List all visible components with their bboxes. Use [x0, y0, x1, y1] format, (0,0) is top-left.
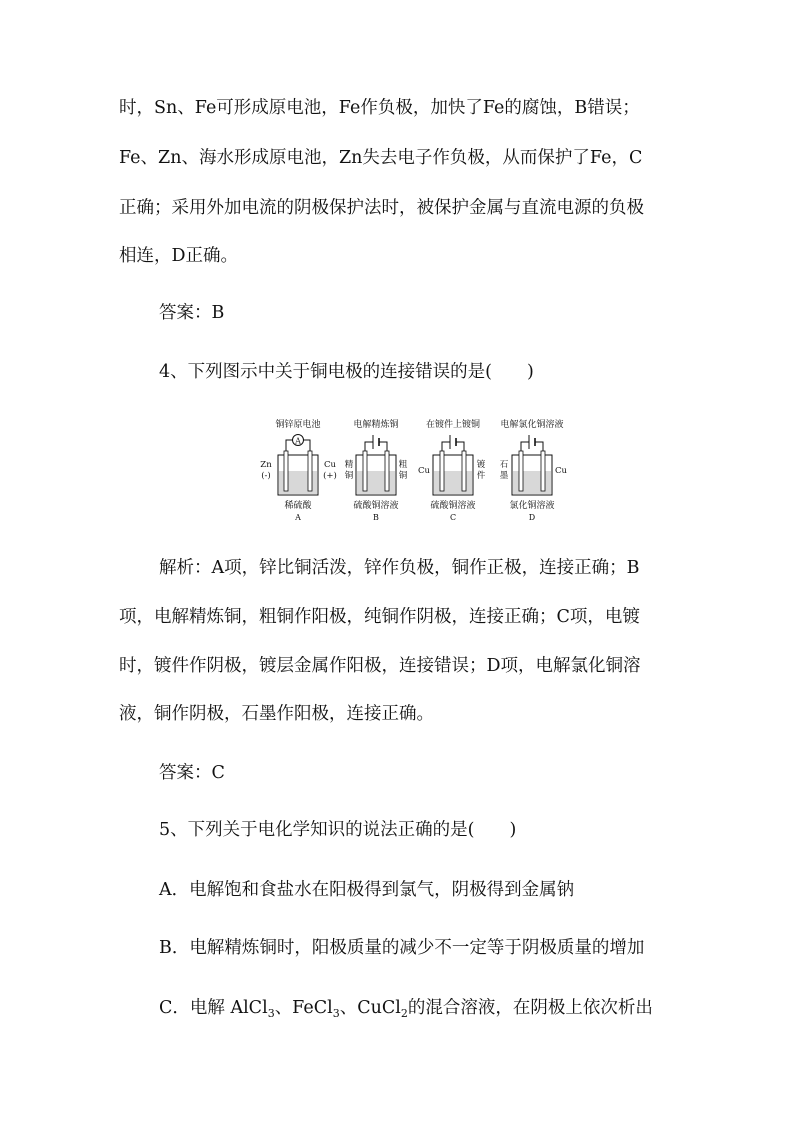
text-line: 项，电解精炼铜，粗铜作阳极，纯铜作阴极，连接正确；C项，电镀: [119, 607, 640, 627]
panel-c: [418, 418, 486, 522]
panel-letter: C: [449, 513, 457, 522]
ammeter-label: A: [295, 436, 301, 446]
solution-label: 氯化铜溶液: [509, 501, 555, 511]
text-line: 正确；采用外加电流的阴极保护法时，被保护金属与直流电源的负极: [119, 198, 644, 218]
svg-text:粗: 粗: [398, 460, 408, 470]
panel-a: [260, 418, 337, 522]
question-5-stem: 5、下列关于电化学知识的说法正确的是( ): [159, 820, 517, 840]
svg-text:铜: 铜: [344, 471, 354, 481]
electrode-cu: Cu: [324, 460, 336, 470]
text-line: 液，铜作阴极，石墨作阳极，连接正确。: [119, 704, 434, 724]
panel-b: [345, 418, 408, 522]
panel-letter: A: [295, 513, 301, 522]
svg-text:墨: 墨: [499, 471, 509, 481]
panel-letter: B: [373, 513, 379, 522]
svg-text:镀: 镀: [476, 460, 486, 470]
answer-b: 答案：B: [159, 303, 225, 323]
svg-text:Cu: Cu: [418, 466, 430, 476]
svg-text:件: 件: [476, 471, 486, 481]
solution-label: 稀硫酸: [284, 501, 312, 511]
electrode-zn: Zn: [260, 460, 272, 470]
question-4-stem: 4、下列图示中关于铜电极的连接错误的是( ): [159, 362, 534, 382]
panel-b-title: 电解精炼铜: [353, 420, 399, 430]
svg-text:铜: 铜: [398, 471, 408, 481]
panel-letter: D: [528, 513, 536, 522]
option-c: C．电解 AlCl$_3$、FeCl$_3$、CuCl$_2$的混合溶液，在阴极上依次析出: [159, 998, 653, 1020]
answer-c: 答案：C: [159, 763, 225, 783]
option-b: B．电解精炼铜时，阳极质量的减少不一定等于阴极质量的增加: [159, 938, 645, 958]
svg-text:(+): (+): [323, 471, 337, 481]
option-a: A．电解饱和食盐水在阳极得到氯气，阴极得到金属钠: [159, 880, 575, 900]
text-line: Fe、Zn、海水形成原电池，Zn失去电子作负极，从而保护了Fe，C: [119, 148, 643, 168]
svg-text:Cu: Cu: [555, 466, 567, 476]
text-line: 时，Sn、Fe可形成原电池，Fe作负极，加快了Fe的腐蚀，B错误；: [119, 98, 640, 118]
text-line: 相连，D正确。: [119, 246, 239, 266]
text-line: 时，镀件作阴极，镀层金属作阳极，连接错误；D项，电解氯化铜溶: [119, 656, 641, 676]
panel-c-title: 在镀件上镀铜: [425, 420, 481, 430]
text-line: 解析：A项，锌比铜活泼，锌作负极，铜作正极，连接正确；B: [159, 558, 640, 578]
solution-label: 硫酸铜溶液: [430, 501, 476, 511]
solution-label: 硫酸铜溶液: [353, 501, 399, 511]
svg-text:精: 精: [344, 460, 354, 470]
panel-a-title: 铜锌原电池: [275, 420, 321, 430]
panel-d: [500, 418, 568, 522]
svg-text:(-): (-): [261, 471, 271, 481]
svg-text:石: 石: [499, 460, 509, 470]
electrode-diagram: [258, 415, 578, 525]
panel-d-title: 电解氯化铜溶液: [500, 420, 564, 430]
